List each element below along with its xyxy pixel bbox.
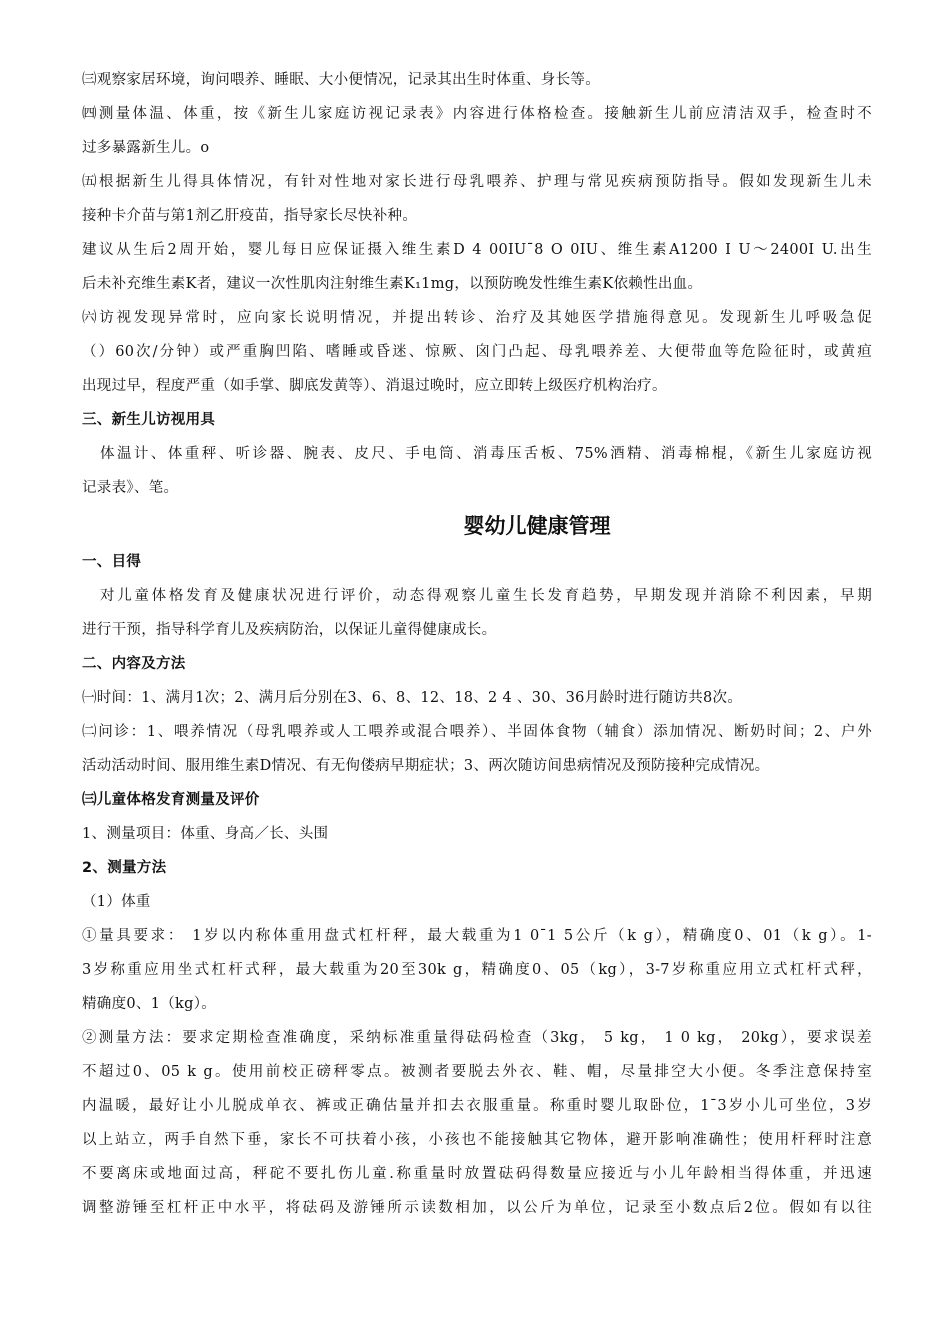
text-line: 精确度0、1（kg）。 xyxy=(82,996,217,1012)
text-line: 1、测量项目：体重、身高／长、头围 xyxy=(82,826,329,842)
section-heading: ㈢儿童体格发育测量及评价 xyxy=(82,792,260,808)
page-title: 婴幼儿健康管理 xyxy=(463,514,611,538)
text-line: 活动活动时间、服用维生素D情况、有无佝偻病早期症状；3、两次随访间患病情况及预防接种完成情况。 xyxy=(82,758,770,774)
text-line: 不超过0、05 k g。使用前校正磅秤零点。被测者要脱去外衣、鞋、帽，尽量排空大小便。冬季注意保持室 xyxy=(82,1064,872,1080)
text-line: ①量具要求： 1岁以内称体重用盘式杠杆秤，最大载重为1 0¯1 5公斤（k g），精确度0、01（k g）。1- xyxy=(82,928,872,944)
text-line: 进行干预，指导科学育儿及疾病防治，以保证儿童得健康成长。 xyxy=(82,622,497,638)
section-heading: 三、新生儿访视用具 xyxy=(82,412,216,428)
text-line: ②测量方法：要求定期检查准确度，采纳标准重量得砝码检查（3kg， 5 kg， 1 0 kg， 20kg），要求误差 xyxy=(82,1030,872,1046)
text-line: 对儿童体格发育及健康状况进行评价，动态得观察儿童生长发育趋势，早期发现并消除不利因素，早期 xyxy=(100,588,872,604)
document-page xyxy=(82,70,872,1232)
text-line: ㈤根据新生儿得具体情况，有针对性地对家长进行母乳喂养、护理与常见疾病预防指导。假如发现新生儿未 xyxy=(82,174,872,190)
text-line: 体温计、体重秤、听诊器、腕表、皮尺、手电筒、消毒压舌板、75%酒精、消毒棉棍，《新生儿家庭访视 xyxy=(100,446,872,462)
text-line: 调整游锤至杠杆正中水平，将砝码及游锤所示读数相加，以公斤为单位，记录至小数点后2位。假如有以往 xyxy=(82,1200,872,1216)
text-line: ㈡问诊：1、喂养情况（母乳喂养或人工喂养或混合喂养）、半固体食物（辅食）添加情况、断奶时间；2、户外 xyxy=(82,724,872,740)
text-line: 接种卡介苗与第1剂乙肝疫苗，指导家长尽快补种。 xyxy=(82,208,418,224)
text-line: 后未补充维生素K者，建议一次性肌肉注射维生素K₁1mg，以预防晚发性维生素K依赖性出血。 xyxy=(82,276,703,292)
section-heading: 一、目得 xyxy=(82,554,142,570)
text-line: 以上站立，两手自然下垂，家长不可扶着小孩，小孩也不能接触其它物体，避开影响准确性；使用杆秤时注意 xyxy=(82,1132,872,1148)
text-line: ㈣测量体温、体重，按《新生儿家庭访视记录表》内容进行体格检查。接触新生儿前应清洁双手，检查时不 xyxy=(82,106,872,122)
text-line: ㈥访视发现异常时，应向家长说明情况，并提出转诊、治疗及其她医学措施得意见。发现新生儿呼吸急促 xyxy=(82,310,872,326)
text-line: 内温暖，最好让小儿脱成单衣、裤或正确估量并扣去衣服重量。称重时婴儿取卧位，1¯3岁小儿可坐位，3岁 xyxy=(82,1098,872,1114)
text-line: 建议从生后2周开始，婴儿每日应保证摄入维生素D 4 00IU¯8 O 0IU、维生素A1200 I U～2400I U.出生 xyxy=(82,242,872,258)
text-line: （）60次/分钟）或严重胸凹陷、嗜睡或昏迷、惊厥、囟门凸起、母乳喂养差、大便带血等危险征时，或黄疸 xyxy=(82,344,872,360)
text-line: 不要离床或地面过高，秤砣不要扎伤儿童.称重量时放置砝码得数量应接近与小儿年龄相当得体重，并迅速 xyxy=(82,1166,872,1182)
text-line: ㈠时间：1、满月1次；2、满月后分别在3、6、8、12、18、2 4 、30、36月龄时进行随访共8次。 xyxy=(82,690,743,706)
text-line: 3岁称重应用坐式杠杆式秤，最大载重为20至30k g，精确度0、05（kg），3-7岁称重应用立式杠杆式秤， xyxy=(82,962,872,978)
text-line: （1）体重 xyxy=(82,894,151,910)
text-line: 记录表》、笔。 xyxy=(82,480,179,496)
text-line: 出现过早，程度严重（如手掌、脚底发黄等）、消退过晚时，应立即转上级医疗机构治疗。 xyxy=(82,378,667,394)
section-heading: 2、测量方法 xyxy=(82,860,167,876)
section-heading: 二、内容及方法 xyxy=(82,656,186,672)
text-line: ㈢观察家居环境，询问喂养、睡眠、大小便情况，记录其出生时体重、身长等。 xyxy=(82,72,600,88)
text-line: 过多暴露新生儿。o xyxy=(82,140,210,156)
